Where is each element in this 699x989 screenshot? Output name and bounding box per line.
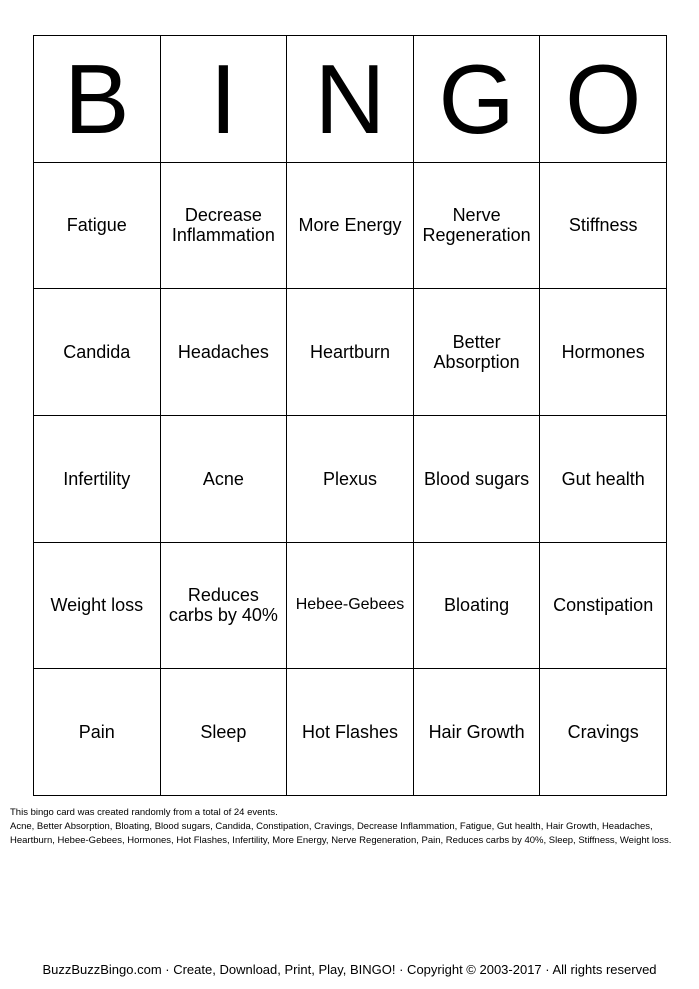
bingo-cell: Infertility [34, 415, 161, 542]
bingo-cell: Hebee-Gebees [287, 542, 414, 669]
bingo-cell: Plexus [287, 415, 414, 542]
bingo-cell: Sleep [160, 669, 287, 796]
bingo-cell: Decrease Inflammation [160, 162, 287, 289]
bingo-cell: Stiffness [540, 162, 667, 289]
bingo-cell: Reduces carbs by 40% [160, 542, 287, 669]
bingo-cell: Bloating [413, 542, 540, 669]
bingo-cell: Gut health [540, 415, 667, 542]
card-note [10, 806, 690, 848]
bingo-row-1 [34, 162, 667, 289]
header-letter-o: O [540, 36, 667, 163]
bingo-cell: Candida [34, 289, 161, 416]
bingo-cell: Hair Growth [413, 669, 540, 796]
bingo-cell: More Energy [287, 162, 414, 289]
bingo-cell: Fatigue [34, 162, 161, 289]
bingo-cell: Weight loss [34, 542, 161, 669]
bingo-cell: Headaches [160, 289, 287, 416]
bingo-cell: Hormones [540, 289, 667, 416]
bingo-cell: Acne [160, 415, 287, 542]
bingo-card [33, 35, 667, 796]
bingo-header-row [34, 36, 667, 163]
card-note-intro: This bingo card was created randomly from a total of 24 events. [10, 807, 278, 818]
bingo-cell: Better Absorption [413, 289, 540, 416]
bingo-row-2 [34, 289, 667, 416]
bingo-cell: Cravings [540, 669, 667, 796]
bingo-cell: Pain [34, 669, 161, 796]
bingo-cell: Nerve Regeneration [413, 162, 540, 289]
header-letter-b: B [34, 36, 161, 163]
bingo-row-4 [34, 542, 667, 669]
bingo-row-5 [34, 669, 667, 796]
bingo-row-3 [34, 415, 667, 542]
header-letter-n: N [287, 36, 414, 163]
bingo-cell: Heartburn [287, 289, 414, 416]
card-note-events: Acne, Better Absorption, Bloating, Blood sugars, Candida, Constipation, Cravings, Decrease Inflammation, Fatigue, Gut health, Hair Growth, Headaches, Heartburn, Hebee-Gebees, Hormones, Hot Flashes, Infertility, More Energy, Nerve Regeneration, Pain, Reduces carbs by 40%, Sleep, Stiffness, Weight loss. [10, 821, 672, 846]
bingo-cell: Constipation [540, 542, 667, 669]
bingo-cell: Blood sugars [413, 415, 540, 542]
header-letter-i: I [160, 36, 287, 163]
bingo-cell: Hot Flashes [287, 669, 414, 796]
header-letter-g: G [413, 36, 540, 163]
site-footer: BuzzBuzzBingo.com · Create, Download, Print, Play, BINGO! · Copyright © 2003-2017 · All rights reserved [42, 962, 657, 977]
